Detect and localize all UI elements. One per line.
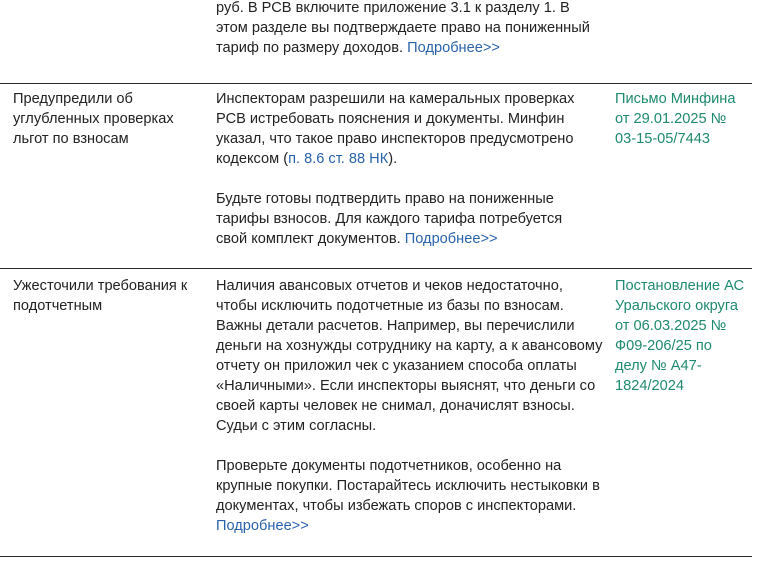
row-divider — [0, 83, 752, 84]
row0-text: руб. В РСВ включите приложение 3.1 к разделу 1. В этом разделе вы подтверждаете право на пониженный тариф по размеру доходов. Подробнее>> — [216, 0, 590, 56]
row2-paragraph-2: Проверьте документы подотчетников, особенно на крупные покупки. Постарайтесь исключить нестыковки в документах, чтобы избежать споров с инспекторами. Подробнее>> — [216, 458, 600, 534]
row2-body — [216, 276, 608, 536]
row1-source-link[interactable]: Письмо Минфина от 29.01.2025 № 03-15-05/7443 — [615, 91, 736, 147]
row0-body — [216, 0, 596, 58]
row2-topic: Ужесточили требования к подотчетным — [13, 278, 188, 314]
row-divider — [0, 268, 752, 269]
more-link[interactable]: Подробнее>> — [216, 518, 309, 534]
row2-paragraph-1: Наличия авансовых отчетов и чеков недостаточно, чтобы исключить подотчетные из базы по взносам. Важны детали расчетов. Например, вы перечислили деньги на хознужды сотруднику на карту, а к авансовому отчету он приложил чек с указанием способа оплаты «Наличными». Если инспекторы выяснят, что деньги со своей карты человек не снимал, доначислят взносы. Судьи с этим согласны. — [216, 278, 603, 434]
row-divider — [0, 556, 752, 557]
row1-body — [216, 89, 608, 249]
more-link[interactable]: Подробнее>> — [407, 40, 500, 56]
row2-source-link[interactable]: Постановление АС Уральского округа от 06.03.2025 № Ф09-206/25 по делу № А47-1824/2024 — [615, 278, 745, 394]
row1-paragraph-2: Будьте готовы подтвердить право на пониженные тарифы взносов. Для каждого тарифа потребуется свой комплект документов. Подробнее>> — [216, 191, 563, 247]
row1-topic: Предупредили об углубленных проверках льгот по взносам — [13, 91, 174, 147]
tax-code-link[interactable]: п. 8.6 ст. 88 НК — [288, 151, 389, 167]
row1-paragraph-1: Инспекторам разрешили на камеральных проверках РСВ истребовать пояснения и документы. Минфин указал, что такое право инспекторов предусмотрено кодексом (п. 8.6 ст. 88 НК). — [216, 91, 575, 167]
more-link[interactable]: Подробнее>> — [404, 231, 498, 247]
